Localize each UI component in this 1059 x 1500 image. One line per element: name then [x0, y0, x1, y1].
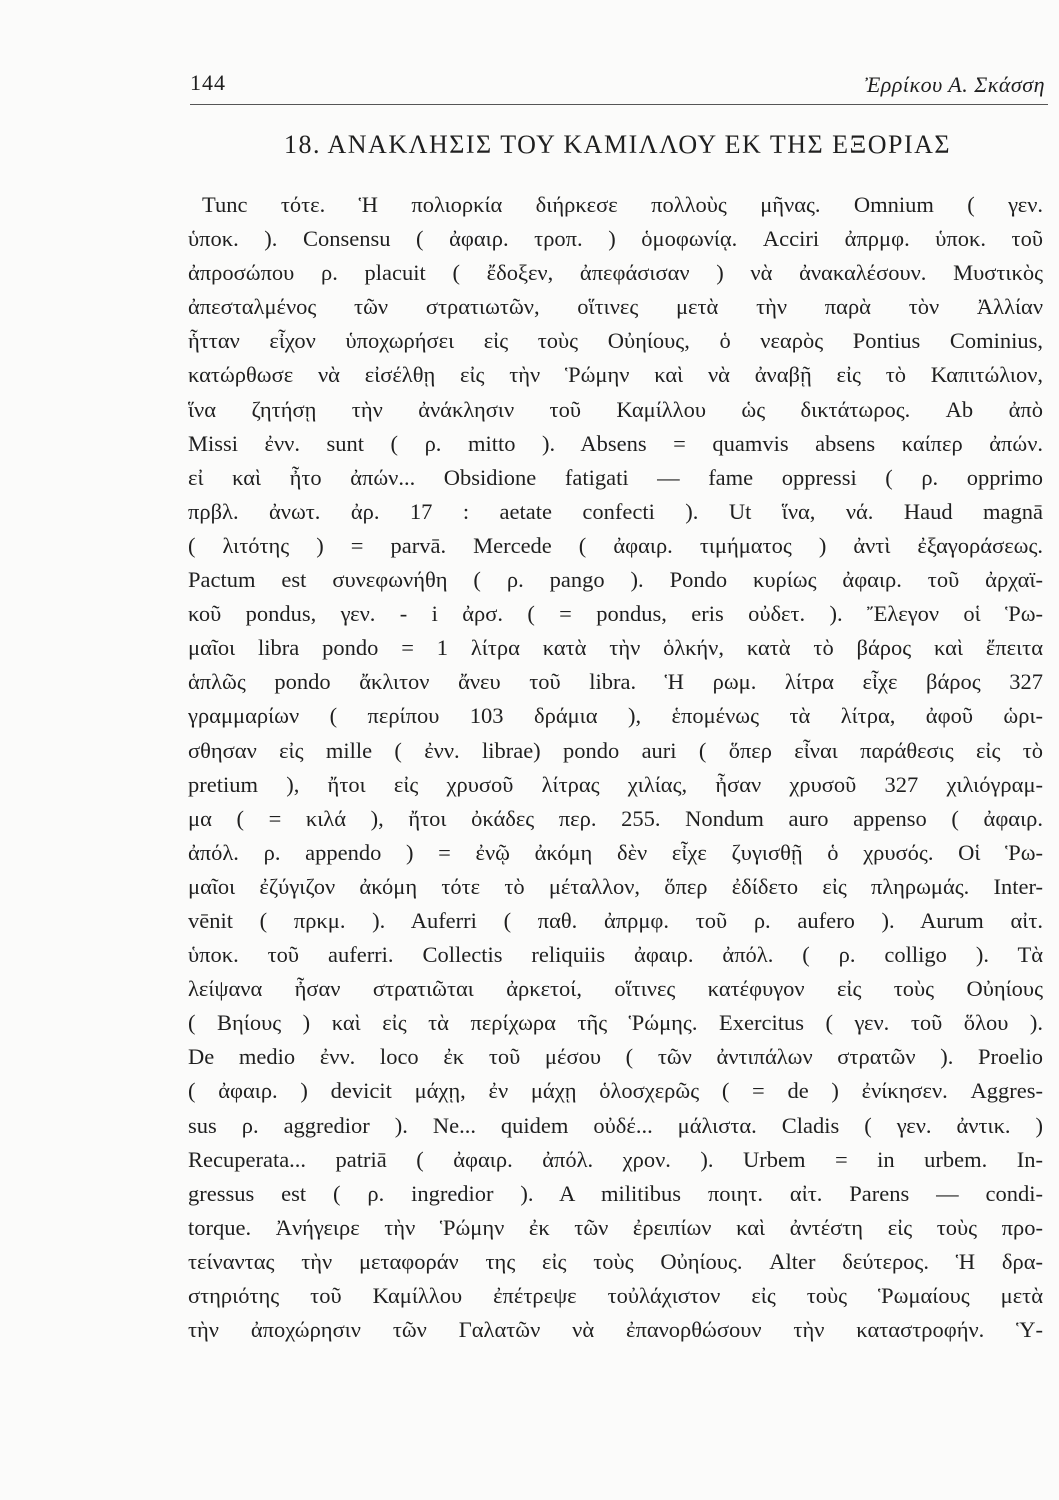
- text-line: torque. Ἀνήγειρε τὴν Ῥώμην ἐκ τῶν ἐρειπίων καὶ ἀντέστη εἰς τοὺς προ-: [188, 1214, 1043, 1240]
- text-line: σθησαν εἰς mille ( ἐνν. librae) pondo auri ( ὅπερ εἶναι παράθεσις εἰς τὸ: [188, 737, 1043, 763]
- text-line: vēnit ( πρκμ. ). Auferri ( παθ. ἀπρμφ. τοῦ ρ. aufero ). Aurum αἰτ.: [188, 907, 1043, 933]
- text-line: Tunc τότε. Ἡ πολιορκία διήρκεσε πολλοὺς μῆνας. Omnium ( γεν.: [202, 192, 1043, 217]
- running-head: [190, 70, 1045, 104]
- text-line: γραμμαρίων ( περίπου 103 δράμια ), ἑπομένως τὰ λίτρα, ἀφοῦ ὡρι-: [188, 703, 1043, 729]
- text-line: Recuperata... patriā ( ἀφαιρ. ἀπόλ. χρον. ). Urbem = in urbem. In-: [188, 1146, 1043, 1172]
- text-line: ( λιτότης ) = parvā. Mercede ( ἀφαιρ. τιμήματος ) ἀντὶ ἐξαγοράσεως.: [188, 532, 1043, 558]
- text-line: μαῖοι libra pondo = 1 λίτρα κατὰ τὴν ὁλκήν, κατὰ τὸ βάρος καὶ ἔπειτα: [188, 635, 1043, 661]
- page-number: 144: [190, 70, 226, 95]
- text-line: πρβλ. ἀνωτ. ἀρ. 17 : aetate confecti ). Ut ἵνα, νά. Haud magnā: [188, 498, 1043, 524]
- text-line: ἀπόλ. ρ. appendo ) = ἐνῷ ἀκόμη δὲν εἶχε ζυγισθῇ ὁ χρυσός. Οἱ Ῥω-: [188, 839, 1043, 865]
- body-text: [188, 188, 1043, 1347]
- header-rule: [190, 104, 1048, 105]
- text-line: τείναντας τὴν μεταφοράν της εἰς τοὺς Οὐηίους. Alter δεύτερος. Ἡ δρα-: [188, 1248, 1043, 1274]
- text-line: στηριότης τοῦ Καμίλλου ἐπέτρεψε τοὐλάχιστον εἰς τοὺς Ῥωμαίους μετὰ: [188, 1283, 1043, 1308]
- text-line: ὑποκ. τοῦ auferri. Collectis reliquiis ἀφαιρ. ἀπόλ. ( ρ. colligo ). Τὰ: [188, 942, 1043, 968]
- text-line: τὴν ἀποχώρησιν τῶν Γαλατῶν νὰ ἐπανορθώσουν τὴν καταστροφήν. Ὑ-: [188, 1317, 1043, 1343]
- text-line: ( Βηίους ) καὶ εἰς τὰ περίχωρα τῆς Ῥώμης. Exercitus ( γεν. τοῦ ὅλου ).: [188, 1010, 1043, 1036]
- text-line: λείψανα ἦσαν στρατιῶται ἀρκετοί, οἵτινες κατέφυγον εἰς τοὺς Οὐηίους: [188, 976, 1043, 1002]
- text-line: ἀπροσώπου ρ. placuit ( ἔδοξεν, ἀπεφάσισαν ) νὰ ἀνακαλέσουν. Μυστικὸς: [188, 260, 1043, 286]
- running-head-author: Ἐρρίκου Α. Σκάσση: [864, 72, 1045, 97]
- text-line: κοῦ pondus, γεν. - i ἀρσ. ( = pondus, eris οὐδετ. ). Ἔλεγον οἱ Ῥω-: [188, 601, 1043, 627]
- text-line: Missi ἐνν. sunt ( ρ. mitto ). Absens = quamvis absens καίπερ ἀπών.: [188, 430, 1043, 456]
- text-line: εἰ καὶ ἦτο ἀπών... Obsidione fatigati — fame oppressi ( ρ. opprimo: [188, 464, 1043, 490]
- text-line: μα ( = κιλά ), ἤτοι ὀκάδες περ. 255. Nondum auro appenso ( ἀφαιρ.: [188, 805, 1043, 831]
- text-line: sus ρ. aggredior ). Ne... quidem οὐδέ... μάλιστα. Cladis ( γεν. ἀντικ. ): [188, 1112, 1043, 1138]
- text-line: pretium ), ἤτοι εἰς χρυσοῦ λίτρας χιλίας, ἦσαν χρυσοῦ 327 χιλιόγραμ-: [188, 771, 1043, 797]
- text-line: μαῖοι ἐζύγιζον ἀκόμη τότε τὸ μέταλλον, ὅπερ ἐδίδετο εἰς πληρωμάς. Inter-: [188, 873, 1043, 899]
- chapter-title: 18. ΑΝΑΚΛΗΣΙΣ ΤΟΥ ΚΑΜΙΛΛΟΥ ΕΚ ΤΗΣ ΕΞΟΡΙΑΣ: [283, 130, 952, 159]
- text-line: ἁπλῶς pondo ἄκλιτον ἄνευ τοῦ libra. Ἡ ρωμ. λίτρα εἶχε βάρος 327: [188, 669, 1043, 695]
- text-line: De medio ἐνν. loco ἐκ τοῦ μέσου ( τῶν ἀντιπάλων στρατῶν ). Proelio: [188, 1044, 1043, 1070]
- text-line: ἧτταν εἶχον ὑποχωρήσει εἰς τοὺς Οὐηίους, ὁ νεαρὸς Pontius Cominius,: [188, 328, 1043, 354]
- text-line: gressus est ( ρ. ingredior ). A militibus ποιητ. αἰτ. Parens — condi-: [188, 1180, 1043, 1206]
- text-line: Pactum est συνεφωνήθη ( ρ. pango ). Pondo κυρίως ἀφαιρ. τοῦ ἀρχαϊ-: [188, 567, 1043, 593]
- text-line: ὑποκ. ). Consensu ( ἀφαιρ. τροπ. ) ὁμοφωνίᾳ. Acciri ἀπρμφ. ὑποκ. τοῦ: [188, 226, 1043, 252]
- text-line: κατώρθωσε νὰ εἰσέλθῃ εἰς τὴν Ῥώμην καὶ νὰ ἀναβῇ εἰς τὸ Καπιτώλιον,: [188, 362, 1043, 388]
- text-line: ἵνα ζητήσῃ τὴν ἀνάκλησιν τοῦ Καμίλλου ὡς δικτάτωρος. Ab ἀπὸ: [188, 396, 1043, 422]
- text-line: ( ἀφαιρ. ) devicit μάχῃ, ἐν μάχῃ ὁλοσχερῶς ( = de ) ἐνίκησεν. Aggres-: [188, 1078, 1043, 1104]
- text-line: ἀπεσταλμένος τῶν στρατιωτῶν, οἵτινες μετὰ τὴν παρὰ τὸν Ἀλλίαν: [188, 294, 1043, 320]
